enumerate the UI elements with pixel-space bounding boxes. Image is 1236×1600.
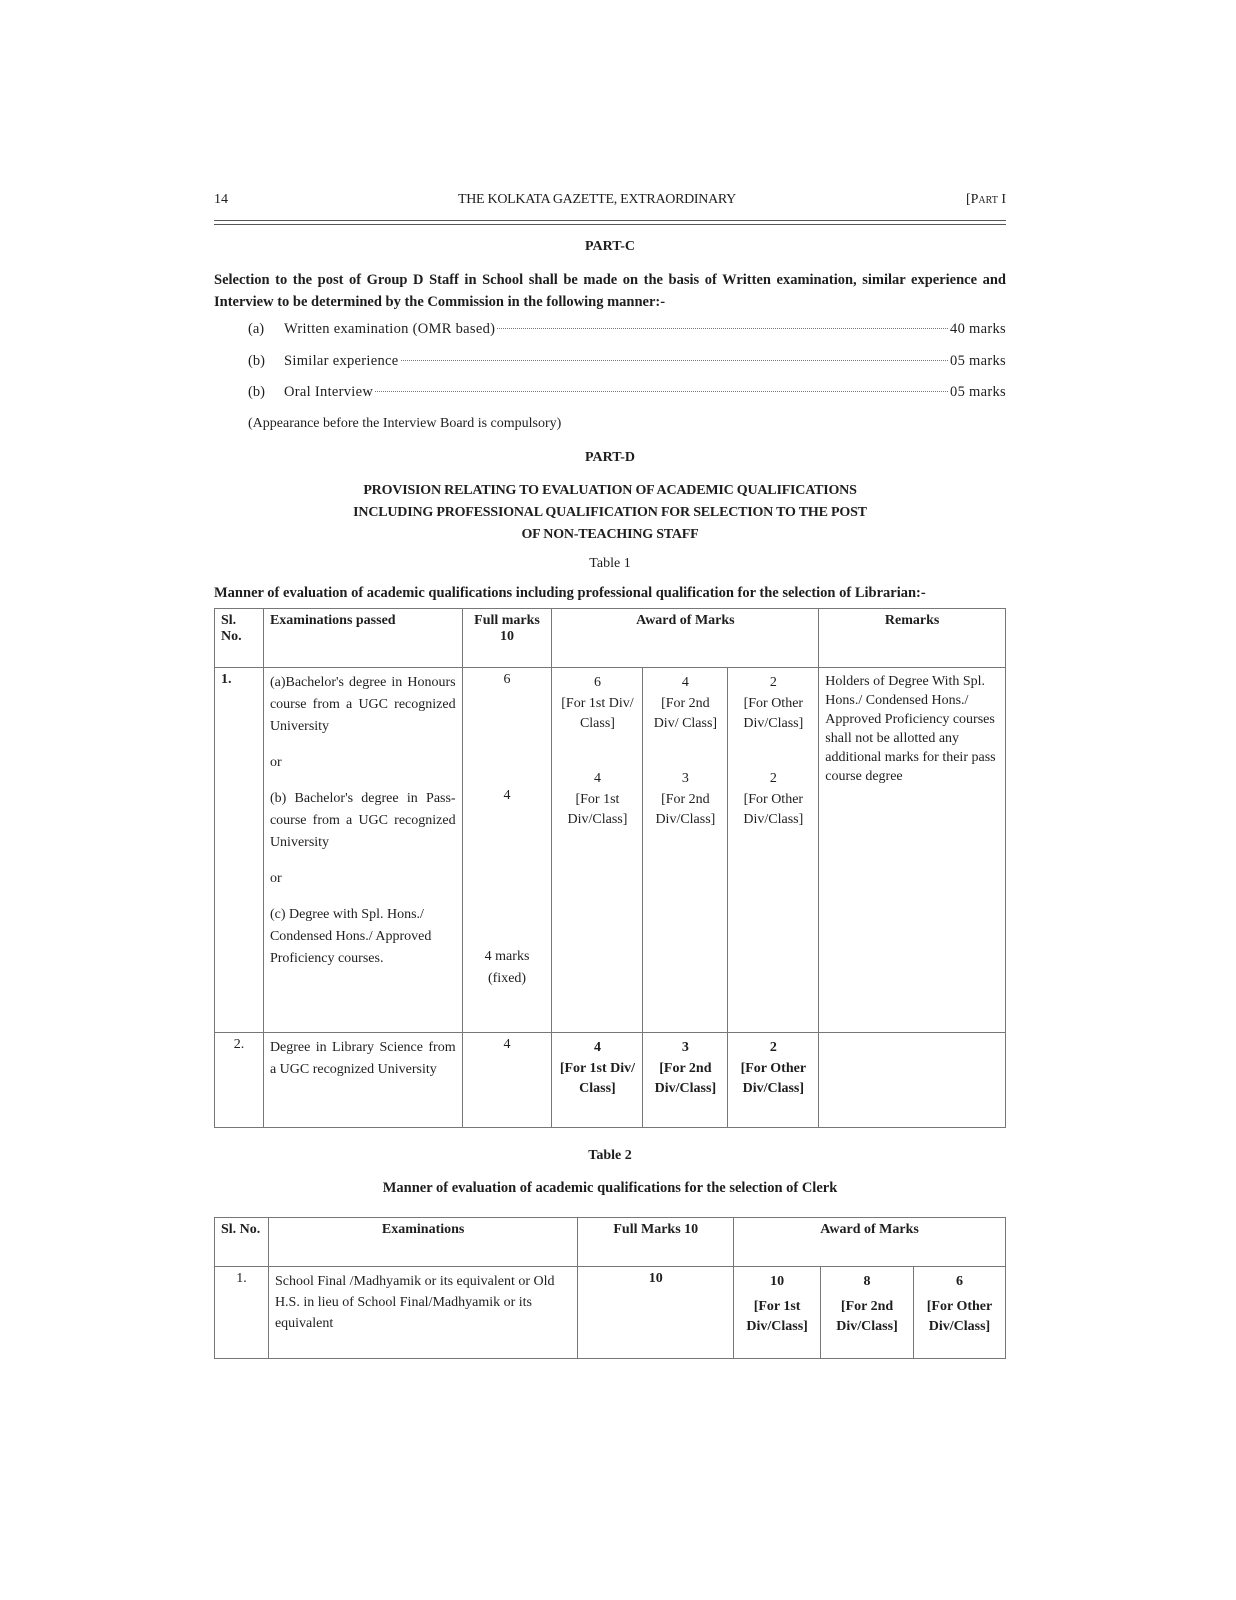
table1-caption: Table 1 [589, 555, 631, 571]
row-full-marks: 4 [462, 1032, 552, 1127]
row-full-marks: 6 4 4 marks (fixed) [462, 667, 552, 1032]
gazette-page [214, 186, 1006, 1359]
part-c-intro: Selection to the post of Group D Staff in School shall be made on the basis of Written examination, similar experience and Interview to be determined by the Commission in the following manner:- [214, 272, 1006, 310]
part-d-heading: PART-D [584, 449, 636, 465]
col-header-award: Award of Marks [734, 1217, 1006, 1266]
dot-leader [401, 360, 949, 361]
part-c-marks-list [248, 321, 1006, 416]
page-number: 14 [214, 192, 228, 207]
col-header-exam: Examinations passed [263, 608, 462, 667]
award-1st-div: 10 [For 1st Div/Class] [734, 1266, 821, 1358]
row-sl: 2. [215, 1032, 264, 1127]
col-header-full-marks: Full Marks 10 [578, 1217, 734, 1266]
list-item: (b) Oral Interview 05 marks [248, 384, 1006, 400]
list-item: (b) Similar experience 05 marks [248, 352, 1006, 369]
award-1st-div: 6 [For 1st Div/ Class] 4 [For 1st Div/Class] [552, 667, 643, 1032]
part-c-note: (Appearance before the Interview Board is compulsory) [248, 415, 562, 431]
row-exam: Degree in Library Science from a UGC recognized University [263, 1032, 462, 1127]
table-row [215, 1266, 1006, 1358]
dot-leader [497, 328, 948, 329]
clerk-table [214, 1217, 1006, 1359]
col-header-award: Award of Marks [552, 608, 819, 667]
row-exam: (a)Bachelor's degree in Honours course from a UGC recognized University or (b) Bachelor's degree in Pass-course from a UGC recognized University or (c) Degree with Spl. Hons./ Condensed Hons./ Approved Proficiency courses. [263, 667, 462, 1032]
col-header-remarks: Remarks [819, 608, 1006, 667]
page-header [214, 186, 1006, 208]
dot-leader [375, 391, 948, 392]
table-header-row [215, 1217, 1006, 1266]
table2-description: Manner of evaluation of academic qualifications for the selection of Clerk [382, 1179, 838, 1196]
header-rule-bottom [214, 224, 1006, 225]
row-remarks: Holders of Degree With Spl. Hons./ Condensed Hons./ Approved Proficiency courses shall not be allotted any additional marks for their pass course degree [819, 667, 1006, 1032]
col-header-exam: Examinations [268, 1217, 577, 1266]
part-label: [Part I [965, 192, 1006, 207]
table2-caption: Table 2 [588, 1147, 632, 1163]
gazette-title: THE KOLKATA GAZETTE, EXTRAORDINARY [458, 192, 736, 207]
col-header-sl: Sl. No. [215, 608, 264, 667]
award-1st-div: 4 [For 1st Div/ Class] [552, 1032, 643, 1127]
table1-description: Manner of evaluation of academic qualifications including professional qualification for the selection of Librarian:- [214, 584, 926, 601]
part-c-heading: PART-C [584, 239, 636, 254]
table-row [215, 1032, 1006, 1127]
col-header-sl: Sl. No. [215, 1217, 269, 1266]
award-2nd-div: 4 [For 2nd Div/ Class] 3 [For 2nd Div/Class] [643, 667, 728, 1032]
award-other-div: 2 [For Other Div/Class] [728, 1032, 819, 1127]
row-sl: 1. [215, 667, 264, 1032]
list-item: (a) Written examination (OMR based) 40 marks [248, 321, 1006, 337]
row-full-marks: 10 [578, 1266, 734, 1358]
row-remarks [819, 1032, 1006, 1127]
table-row [215, 667, 1006, 1032]
award-other-div: 2 [For Other Div/Class] 2 [For Other Div/Class] [728, 667, 819, 1032]
table-header-row [215, 608, 1006, 667]
row-exam: School Final /Madhyamik or its equivalent or Old H.S. in lieu of School Final/Madhyamik or its equivalent [268, 1266, 577, 1358]
row-sl: 1. [215, 1266, 269, 1358]
header-rule-top [214, 220, 1006, 221]
award-other-div: 6 [For Other Div/Class] [914, 1266, 1006, 1358]
provision-heading: PROVISION RELATING TO EVALUATION OF ACADEMIC QUALIFICATIONS INCLUDING PROFESSIONAL QUALIFICATION FOR SELECTION TO THE POST OF NON-TEACHING STAFF [353, 482, 867, 542]
award-2nd-div: 8 [For 2nd Div/Class] [821, 1266, 914, 1358]
col-header-full-marks: Full marks 10 [462, 608, 552, 667]
award-2nd-div: 3 [For 2nd Div/Class] [643, 1032, 728, 1127]
librarian-table [214, 608, 1006, 1128]
